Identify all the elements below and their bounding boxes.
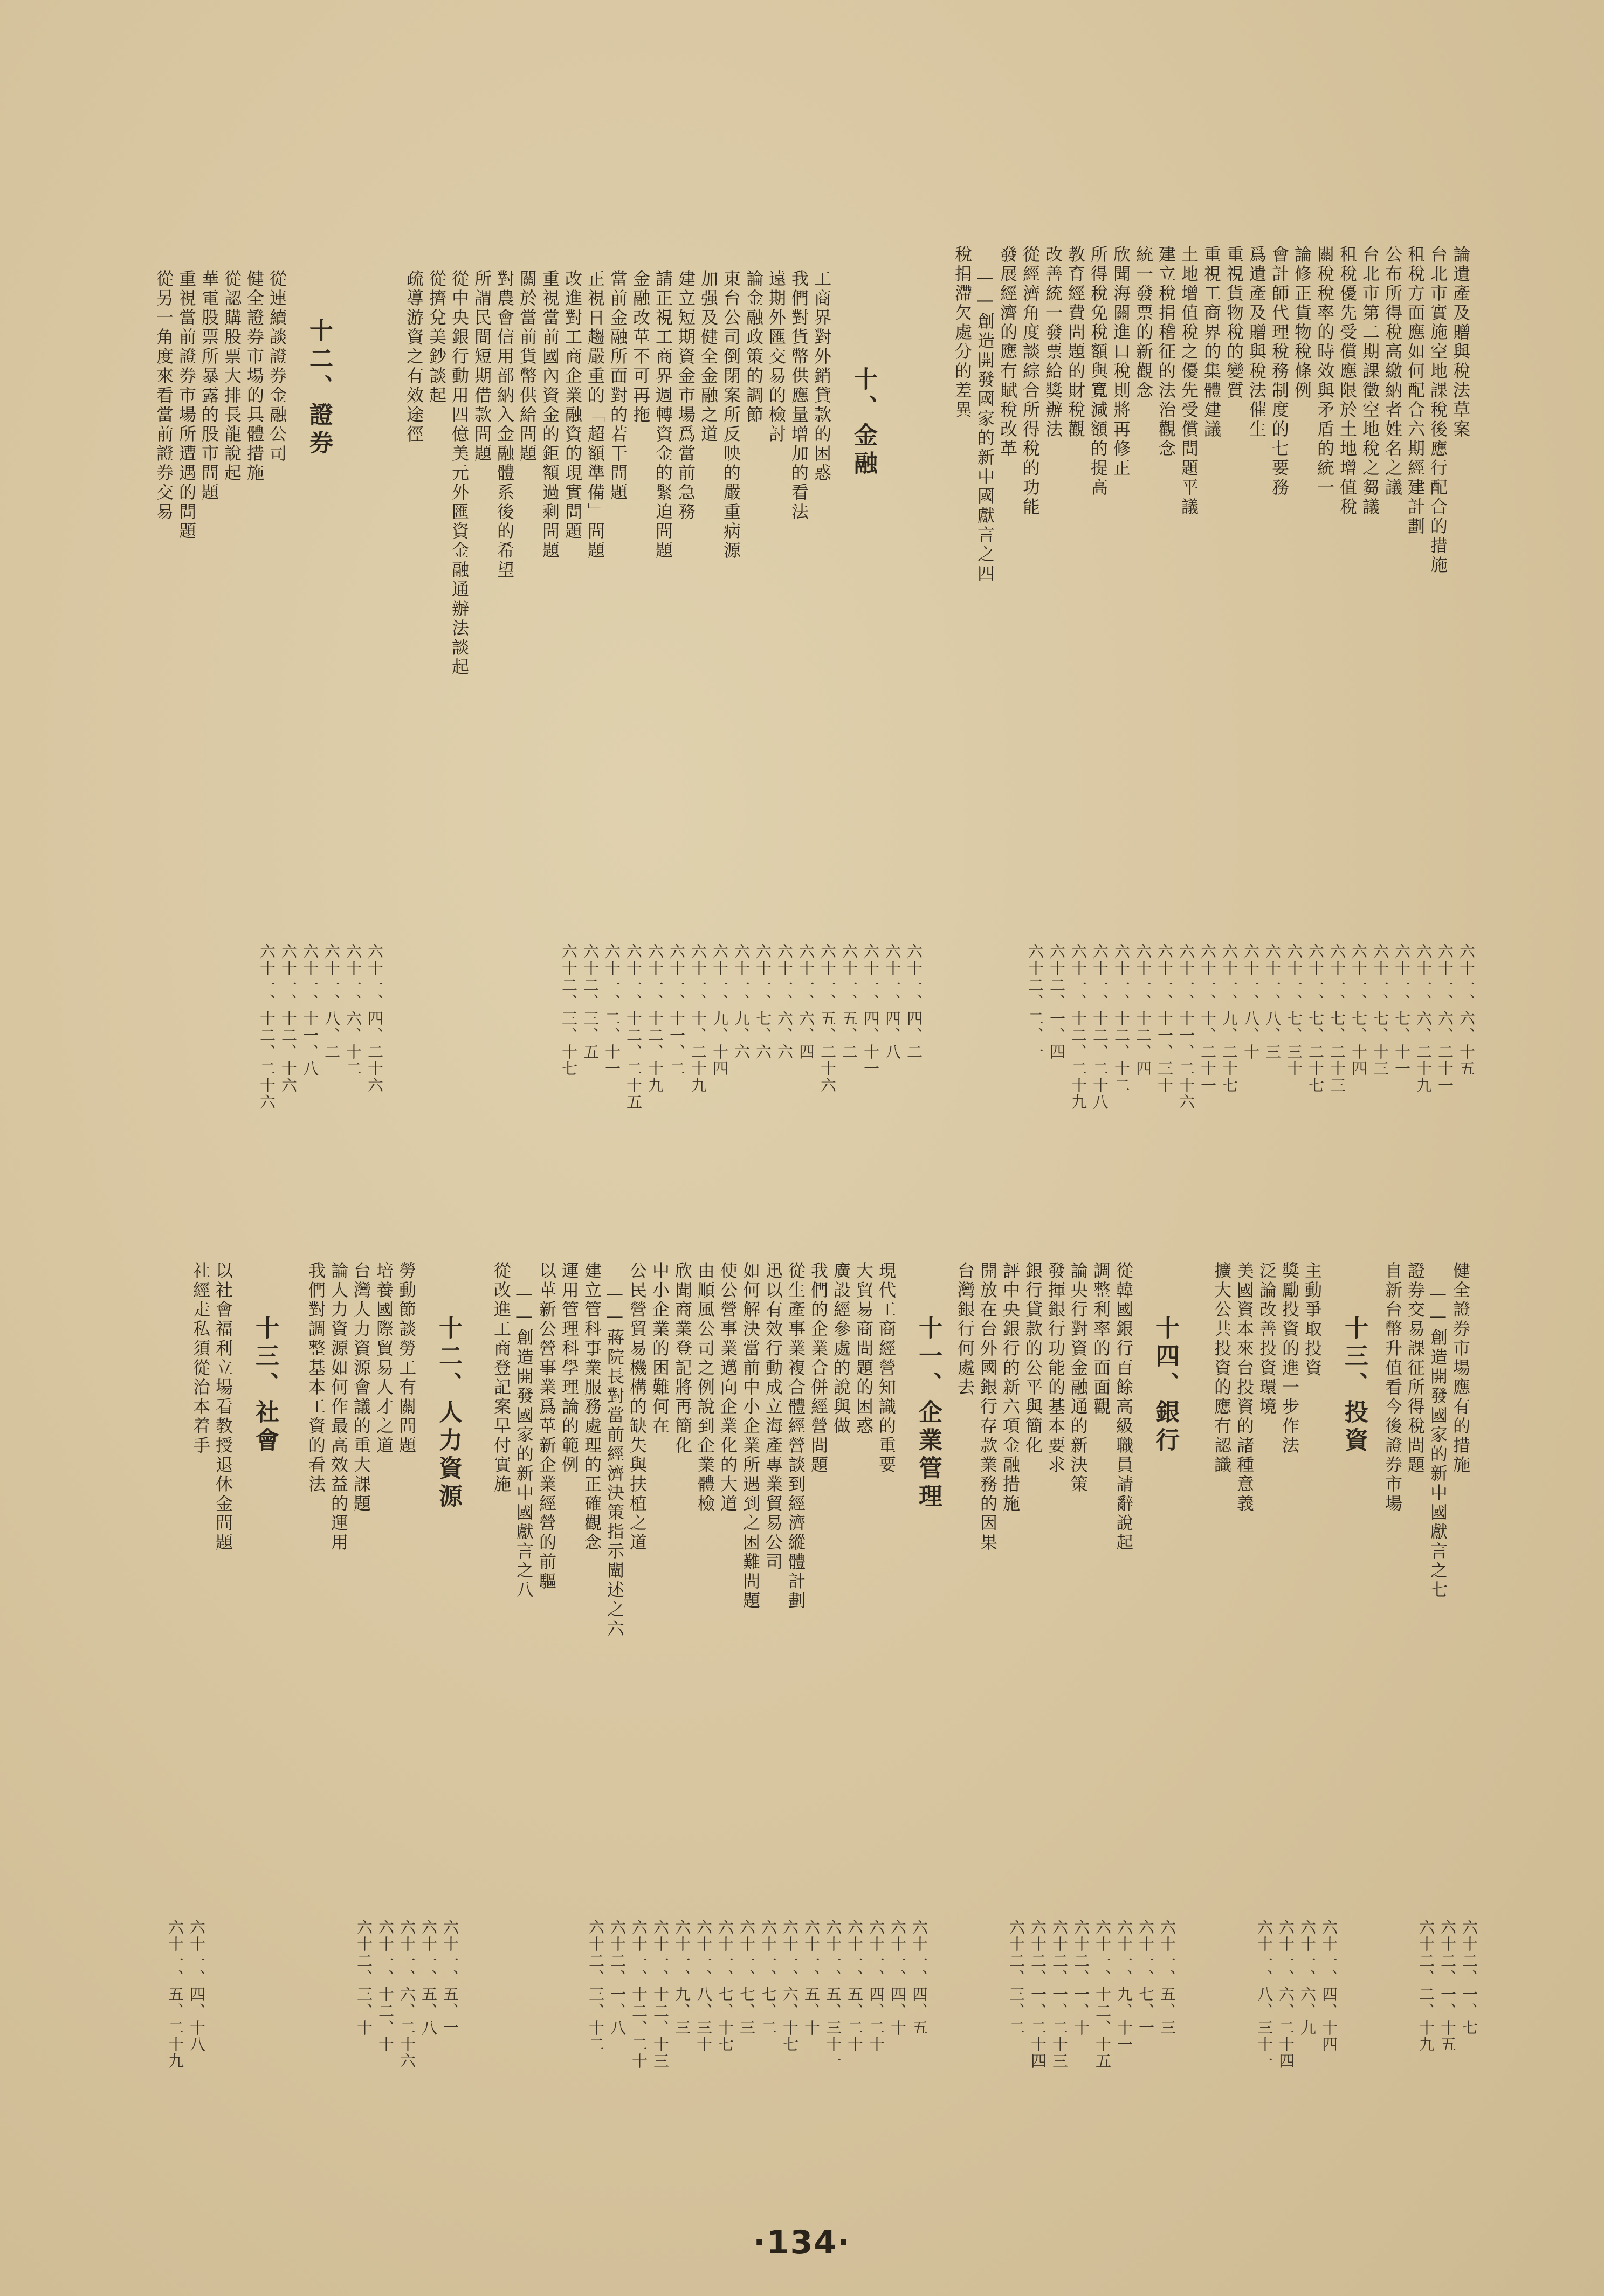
text-line: 工商界對外銷貸款的困惑 (811, 270, 832, 483)
text-line: 以社會福利立場看教授退休金問題 (213, 1261, 233, 1553)
text-line: 六十一、五、二 (840, 943, 858, 1060)
text-line: 六十一、七、二十三 (1328, 943, 1346, 1094)
securities-continued-refs (1415, 1919, 1480, 2189)
text-line: 六十一、六、十二 (344, 943, 362, 1077)
text-line: 六十一、四、五 (910, 1919, 928, 2036)
text-line: 六十一、四、十 (889, 1919, 907, 2036)
text-line: 六十一、六、十五 (1457, 943, 1476, 1077)
text-line: 六十一、二、十一 (603, 943, 621, 1077)
hr-heading: 十二、人力資源 (435, 1315, 462, 1512)
text-line: 六十一、五、三 (1158, 1919, 1176, 2036)
text-line: 勞動節談勞工有關問題 (396, 1261, 417, 1456)
text-line: 稅捐滯欠處分的差異 (952, 245, 973, 420)
text-line: 加强及健全金融之道 (698, 270, 719, 444)
investment-heading: 十三、投資 (1340, 1315, 1368, 1456)
text-line: 所得稅免稅額與寬減額的提高 (1088, 245, 1109, 498)
text-line: 六十一、九、六 (732, 943, 751, 1060)
text-line: 獎勵投資的進一步作法 (1279, 1261, 1300, 1456)
text-line: 六十一、七、二 (759, 1919, 777, 2036)
text-line: 六十一、八、三十一 (1255, 1919, 1273, 2070)
text-line: 六十一、七、一 (1137, 1919, 1155, 2036)
text-line: 東台公司倒閉案所反映的嚴重病源 (721, 270, 741, 561)
text-line: 證券交易課征所得稅問題 (1405, 1261, 1426, 1475)
text-line: 建立稅捐稽征的法治觀念 (1156, 245, 1176, 459)
text-line: ——創造開發國家的新中國獻言之七 (1428, 1283, 1448, 1600)
text-line: 六十一、十二、十九 (646, 943, 664, 1094)
text-line: 六十一、七、十七 (716, 1919, 734, 2053)
text-line: 六十一、六、二十四 (1277, 1919, 1295, 2070)
text-line: 六十一、六、二十六 (398, 1919, 416, 2070)
finance-refs (558, 943, 925, 1213)
text-line: 六十一、五、二十六 (818, 943, 837, 1094)
text-line: 六十一、六、六 (775, 943, 794, 1060)
text-line: ——蔣院長對當前經濟決策指示闡述之六 (604, 1283, 625, 1639)
text-line: 六十一、十二、十二 (1112, 943, 1131, 1094)
text-line: 疏導游資之有效途徑 (404, 270, 424, 444)
society-refs (164, 1919, 208, 2189)
text-line: 改善統一發票給獎辦法 (1043, 245, 1063, 439)
securities-heading: 十二、證券 (305, 318, 333, 458)
text-line: 教育經費問題的財稅觀 (1065, 245, 1086, 439)
text-line: 六十一、七、十三 (1371, 943, 1389, 1077)
text-line: 大貿易商問題的困惑 (853, 1261, 874, 1436)
text-line: 從連續談證券金融公司 (267, 270, 287, 464)
text-line: 六十一、四、二十 (867, 1919, 885, 2053)
text-line: 主動爭取投資 (1302, 1261, 1323, 1378)
text-line: 六十二、三、二 (1007, 1919, 1025, 2036)
text-line: 六十一、十二、十 (376, 1919, 395, 2053)
text-line: 發展經濟的應有賦稅改革 (997, 245, 1018, 459)
text-line: 六十一、七、十四 (1350, 943, 1368, 1077)
text-line: 六十一、九、三 (673, 1919, 691, 2036)
text-line: 六十一、四、十四 (1320, 1919, 1338, 2053)
text-line: 重視貨物稅的變質 (1224, 245, 1244, 401)
text-line: 六十一、四、十一 (862, 943, 880, 1077)
text-line: 六十一、九、二十七 (1220, 943, 1238, 1094)
text-line: 六十一、四、二 (905, 943, 923, 1060)
text-line: 運用管理科學理論的範例 (559, 1261, 580, 1475)
text-line: 論修正貨物稅條例 (1292, 245, 1312, 401)
text-line: 六十一、十二、十六 (279, 943, 298, 1094)
text-line: 租稅優先受償應限於土地增值稅 (1337, 245, 1358, 517)
text-line: 從中央銀行動用四億美元外匯資金融通辦法談起 (449, 270, 470, 677)
text-line: 論人力資源如何作最高效益的運用 (328, 1261, 349, 1553)
tax-refs (1024, 943, 1477, 1213)
text-line: 中小企業的困難何在 (650, 1261, 670, 1436)
text-line: 六十一、七、十一 (1393, 943, 1411, 1077)
text-line: 六十二、一、八 (608, 1919, 627, 2036)
text-line: 重視當前國內資金的鉅額過剩問題 (540, 270, 560, 561)
text-line: 六十二、三、五 (581, 943, 600, 1060)
text-line: 公布所得稅高繳納者姓名之議 (1382, 245, 1403, 498)
text-line: 培養國際貿易人才之道 (374, 1261, 394, 1456)
text-line: 美國資本來台投資的諸種意義 (1234, 1261, 1255, 1514)
text-line: 建立短期資金市場爲當前急務 (676, 270, 696, 522)
text-line: 論央行對資金融通的新決策 (1068, 1261, 1089, 1494)
text-line: 改進對工商企業融資的現實問題 (562, 270, 583, 541)
text-line: 當前金融所面對的若干問題 (608, 270, 628, 502)
text-line: 六十二、一、十 (1072, 1919, 1090, 2036)
text-line: 六十一、五、三十一 (824, 1919, 842, 2070)
text-line: 六十一、五、八 (419, 1919, 438, 2036)
text-line: 台灣人力資源會議的重大課題 (351, 1261, 371, 1514)
text-line: 六十一、五、十 (802, 1919, 821, 2036)
securities-refs (256, 943, 385, 1213)
text-line: 從韓國銀行百餘高級職員請辭說起 (1113, 1261, 1134, 1553)
text-line: 六十一、十二、二十九 (1069, 943, 1087, 1111)
text-line: 六十一、六、二十九 (1414, 943, 1433, 1094)
text-line: 公民營貿易機構的缺失與扶植之道 (627, 1261, 648, 1553)
text-line: 六十一、十一、二 (667, 943, 686, 1077)
text-line: 六十一、八、三 (1263, 943, 1282, 1060)
text-line: 所謂民間短期借款問題 (472, 270, 492, 464)
text-line: 台北市第二期課徵空地稅之芻議 (1360, 245, 1380, 517)
text-line: 六十一、十一、二十六 (1177, 943, 1195, 1111)
text-line: 六十二、一、七 (1460, 1919, 1478, 2036)
text-line: 從另一角度來看當前證券交易 (154, 270, 174, 522)
text-line: 從經濟角度談綜合所得稅的功能 (1020, 245, 1041, 517)
bank-refs (1006, 1919, 1178, 2189)
text-line: 爲遺產及贈與稅法催生 (1247, 245, 1267, 439)
text-line: 擴大公共投資的應有認識 (1211, 1261, 1232, 1475)
enterprise-heading: 十一、企業管理 (914, 1315, 942, 1512)
finance-heading: 十、金融 (850, 367, 877, 479)
text-line: 從生產事業複合體經營談到經濟縱體計劃 (786, 1261, 806, 1611)
text-line: 六十二、三、十 (355, 1919, 373, 2036)
securities-titles (153, 270, 288, 647)
text-line: 健全證券市場的具體措施 (244, 270, 265, 483)
text-line: 從擠兌美鈔談起 (426, 270, 447, 405)
text-line: 六十一、七、六 (754, 943, 772, 1060)
society-heading: 十三、社會 (251, 1315, 279, 1456)
text-line: 我們對調整基本工資的看法 (306, 1261, 326, 1494)
bank-heading: 十四、銀行 (1152, 1315, 1179, 1456)
text-line: 六十二、一、十五 (1438, 1919, 1457, 2053)
investment-refs (1254, 1919, 1340, 2189)
text-line: 六十一、四、二十六 (366, 943, 384, 1094)
text-line: 六十一、六、十七 (781, 1919, 799, 2053)
text-line: 論金融政策的調節 (744, 270, 764, 425)
text-line: 土地增值稅之優先受償問題平議 (1179, 245, 1199, 517)
finance-titles (403, 270, 833, 798)
text-line: 六十一、十二、二十 (630, 1919, 648, 2070)
text-line: 請正視工商界週轉資金的緊迫問題 (653, 270, 673, 561)
text-line: 如何解決當前中小企業所遇到之困難問題 (740, 1261, 761, 1611)
text-line: 六十一、十二、二十五 (624, 943, 643, 1111)
text-line: 六十一、九、十一 (1115, 1919, 1133, 2053)
text-line: 台灣銀行何處去 (955, 1261, 975, 1397)
text-line: 六十一、十、二十九 (689, 943, 707, 1094)
text-line: 對農會信用部納入金融體系後的希望 (494, 270, 515, 580)
text-line: 六十一、八、三十 (694, 1919, 713, 2053)
tax-continued-titles (951, 245, 1472, 871)
text-line: 重視當前證券市場所遭遇的問題 (176, 270, 197, 541)
society-titles (189, 1261, 235, 1639)
text-line: 銀行貸款的公平與簡化 (1023, 1261, 1043, 1456)
text-line: ——創造開發國家的新中國獻言之八 (514, 1283, 534, 1600)
text-line: 六十一、十二、十五 (1093, 1919, 1112, 2070)
text-line: 論遺產及贈與稅法草案 (1450, 245, 1471, 439)
enterprise-refs (585, 1919, 930, 2189)
text-line: 六十二、二、一 (1026, 943, 1044, 1060)
text-line: 欣聞海關進口稅則將再修正 (1111, 245, 1131, 478)
text-line: 六十一、五、一 (441, 1919, 459, 2036)
text-line: 六十二、一、二十四 (1029, 1919, 1047, 2070)
text-line: 泛論改善投資環境 (1257, 1261, 1277, 1417)
text-line: 六十一、六、二十一 (1436, 943, 1454, 1094)
text-line: 從認購股票大排長龍說起 (222, 270, 242, 483)
page-number: ·134· (753, 2224, 851, 2261)
text-line: 會計師代理稅務制度的七要務 (1269, 245, 1290, 498)
text-line: 關於當前貨幣供給問題 (517, 270, 538, 464)
text-line: 六十二、一、二十三 (1050, 1919, 1069, 2070)
text-line: 廣設經參處的說與做 (831, 1261, 851, 1436)
text-line: 金融改革不可再拖 (630, 270, 651, 425)
text-line: 正視日趨嚴重的「超額準備」問題 (585, 270, 605, 561)
text-line: 建立管科事業服務處理的正確觀念 (582, 1261, 602, 1553)
text-line: 六十一、七、二十七 (1306, 943, 1325, 1094)
text-line: 以革新公營事業爲革新企業經營的前驅 (536, 1261, 557, 1591)
text-line: 六十一、四、十八 (188, 1919, 206, 2053)
text-line: 六十一、十二、十三 (651, 1919, 670, 2070)
text-line: 發揮銀行功能的基本要求 (1045, 1261, 1066, 1475)
text-line: 六十一、十一、三十 (1155, 943, 1174, 1094)
text-line: 統一發票的新觀念 (1133, 245, 1154, 401)
text-line: 六十一、七、三 (738, 1919, 756, 2036)
text-line: 評中央銀行的新六項金融措施 (1000, 1261, 1021, 1514)
text-line: 六十一、五、二十 (845, 1919, 864, 2053)
text-line: 六十一、九、十四 (711, 943, 729, 1077)
text-line: 六十一、十、二十一 (1199, 943, 1217, 1094)
hr-refs (353, 1919, 461, 2189)
text-line: 調整利率的面面觀 (1091, 1261, 1111, 1417)
text-line: 台北市實施空地課稅後應行配合的措施 (1428, 245, 1448, 575)
text-line: 迅以有效行動成立海產專業貿易公司 (763, 1261, 783, 1572)
text-line: 六十一、十二、二十八 (1091, 943, 1109, 1111)
text-line: 我們的企業合併經營問題 (808, 1261, 829, 1475)
text-line: 六十一、六、九 (1298, 1919, 1317, 2036)
text-line: 自新台幣升值看今後證券市場 (1382, 1261, 1403, 1514)
text-line: 社經走私須從治本着手 (190, 1261, 211, 1456)
text-line: 六十二、三、十二 (587, 1919, 605, 2053)
bank-titles (954, 1261, 1135, 1747)
text-line: 關稅稅率的時效與矛盾的統一 (1314, 245, 1335, 498)
text-line: 六十二、二、十九 (1417, 1919, 1435, 2053)
text-line: 租稅方面應如何配合六期經建計劃 (1405, 245, 1426, 536)
text-line: 現代工商經營知識的重要 (876, 1261, 897, 1475)
text-line: 六十二、三、十七 (560, 943, 578, 1077)
text-line: 六十一、八、二 (322, 943, 341, 1060)
text-line: 六十二、一、四 (1048, 943, 1066, 1060)
hr-titles (305, 1261, 418, 1693)
text-line: 健全證券市場應有的措施 (1450, 1261, 1471, 1475)
enterprise-titles (490, 1261, 898, 1768)
text-line: 六十一、四、八 (883, 943, 901, 1060)
text-line: 遠期外匯交易的檢討 (766, 270, 787, 444)
text-line: 六十一、十一、八 (301, 943, 319, 1077)
text-line: 由順風公司之例說到企業體檢 (695, 1261, 715, 1514)
text-line: 使公營事業邁向企業化的大道 (718, 1261, 738, 1514)
text-line: 重視工商界的集體建議 (1201, 245, 1222, 439)
text-line: 開放在台外國銀行存款業務的因果 (977, 1261, 998, 1553)
text-line: 六十一、六、四 (797, 943, 815, 1060)
text-line: ——創造開發國家的新中國獻言之四 (975, 267, 995, 584)
text-line: 我們對貨幣供應量增加的看法 (789, 270, 809, 522)
text-line: 六十一、十二、四 (1134, 943, 1152, 1077)
securities-continued-titles (1381, 1261, 1472, 1801)
text-line: 從改進工商登記案早付實施 (491, 1261, 512, 1494)
text-line: 六十一、八、十 (1242, 943, 1260, 1060)
investment-titles (1210, 1261, 1324, 1639)
text-line: 六十一、五、二十九 (166, 1919, 184, 2070)
text-line: 六十一、十二、二十六 (258, 943, 276, 1111)
text-line: 六十一、七、三十 (1285, 943, 1303, 1077)
text-line: 欣聞商業登記將再簡化 (672, 1261, 693, 1456)
text-line: 華電股票所暴露的股市問題 (199, 270, 219, 502)
